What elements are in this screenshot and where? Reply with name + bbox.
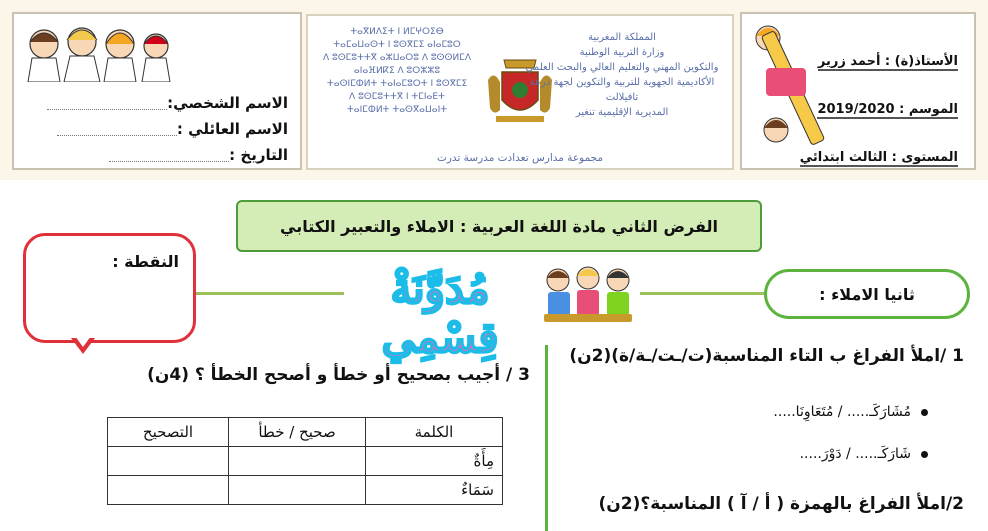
family-name-field: الاسم العائلي : [51,120,288,138]
answer-table [107,417,503,505]
date-field: التاريخ : [103,146,288,164]
school-level: المستوى : الثالث ابتدائي [799,150,958,165]
table-cell-word: مِأَةٌ [366,447,503,476]
col-header-correction: التصحيح [108,418,229,447]
tifinagh-text: ⵜⴰⴳⵍⴷⵉⵜ ⵏ ⵍⵎⵖⵔⵉⴱ ⵜⴰⵎⴰⵡⴰⵙⵜ ⵏ ⵓⵙⴳⵎⵉ ⴰⵏⴰⵎⵓⵔ ⴷ ⵓⵙⵎⵓⵜⵜⴳ ⴰⵣⵡⴰⵔⵓ ⴷ ⵓⵙⵙⵍⵎⴷ ⴰⵏⴰⴼⵍⴽⵉ ⴷ ⵓⵔⵣⵣⵓ ⵜⴰⵙⵏⵎⵀⵍⵜ ⵜⴰⵏⴰⵎⵓⵔⵜ ⵏ ⵓⵙⴳⵎⵉ ⴷ ⵓⵙⵎⵓⵜⵜⴳ ⵏ ⵜⵎⵏⴰⴹⵜ ⵜⴰⵏⵎⵀⵍⵜ ⵜⴰⵙⴳⴰⵡⴰⵏⵜ [322,27,471,115]
divider-line-right [640,292,764,295]
score-box [23,233,196,343]
table-cell-word: سَمَاءٌ [366,476,503,505]
table-row [108,447,503,476]
school-season: الموسم : 2019/2020 [817,102,958,117]
ministry-text: المملكة المغربية وزارة التربية الوطنية والتكوين المهني والتعليم العالي والبحث العلمي الأكاديمية الجهوية للتربية والتكوين لجهة درعة تافيلالت المديرية الإقليمية تنغير [525,32,719,118]
question-3: 3 / أجيب بصحيح أو خطأ و أصحح الخطأ ؟ (4ن) [147,365,530,385]
score-label: النقطة : [112,252,179,271]
pencil-kids-illustration [746,18,836,158]
logo-text: مُدَوَّنَةْ قِسْمِي [381,264,499,362]
blog-logo [340,258,640,362]
column-separator [545,345,548,531]
col-header-word: الكلمة [366,418,503,447]
col-header-true-false: صحيح / خطأ [229,418,366,447]
header-banner [0,0,988,180]
kids-group-icon [540,260,636,326]
kids-illustration [22,22,172,82]
question-2: 2/املأ الفراغ بالهمزة ( أ / آ ) المناسبة؟(2ن) [598,494,964,514]
table-row [108,476,503,505]
divider-line-left [196,292,344,295]
teacher-name: الأستاذ(ة) : أحمد زرير [817,54,958,69]
personal-name-field: الاسم الشخصي: [41,94,288,112]
question-1-item: مُشَارَكَـ..... / مُتَعَاوِنَا..... [773,404,928,420]
table-cell-correction[interactable] [108,476,229,505]
teacher-info-box [740,12,976,170]
table-cell-true-false[interactable] [229,476,366,505]
question-1-item: شَارَكَـ..... / دَوْرَ..... [800,446,928,462]
table-header-row [108,418,503,447]
exam-title: الفرض الثاني مادة اللغة العربية : الاملاء والتعبير الكتابي [236,200,762,252]
section-dictation-label: ثانيا الاملاء : [764,269,970,319]
student-info-box [12,12,302,170]
question-1: 1 /املأ الفراغ ب التاء المناسبة(ت/ـت/ـة/ة)(2ن) [569,346,964,366]
official-header-box [306,14,734,170]
school-group: مجموعة مدارس تعدادت مدرسة تدرت [436,152,604,164]
table-cell-true-false[interactable] [229,447,366,476]
table-cell-correction[interactable] [108,447,229,476]
